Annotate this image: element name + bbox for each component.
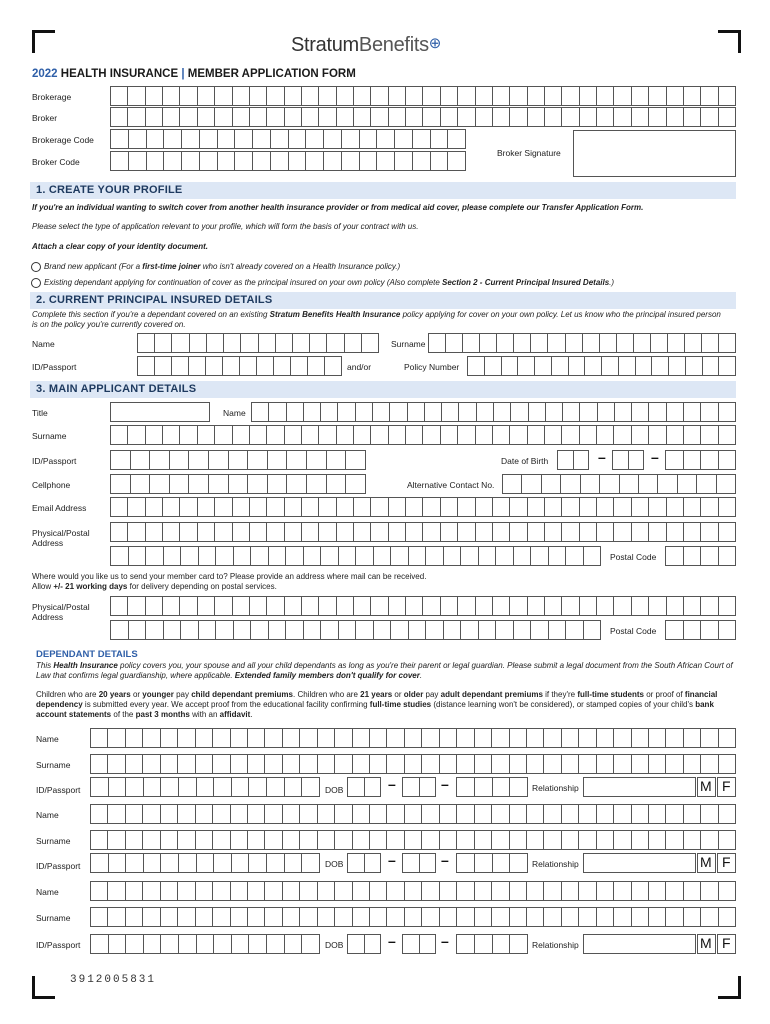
andor-label: and/or (347, 362, 372, 372)
broker-label: Broker (32, 113, 58, 123)
dep2-relationship-label: Relationship (532, 859, 579, 869)
dependants-age-rules: Children who are 20 years or younger pay child dependant premiums. Children who are 21 years or older pay adult dependant premiums if they're full-time students or proof of financial dependency is submitted every year. We accept proof from the educational facility confirming full-time studies (distance learning won't be considered), or stamped copies of your child's bank account statements of the past 3 months with an affidavit. (36, 690, 718, 719)
section-3-header: 3. MAIN APPLICANT DETAILS (30, 381, 736, 398)
attach-id-text: Attach a clear copy of your identity document. (32, 242, 209, 251)
dep1-dob-year[interactable] (456, 777, 528, 797)
dep1-name-label: Name (36, 734, 59, 744)
s3-address-line-2[interactable] (110, 546, 601, 566)
s3-name-label: Name (223, 408, 246, 418)
dep3-dob-year[interactable] (456, 934, 528, 954)
s3-card-postal-code-input[interactable] (665, 620, 736, 640)
brokerage-input[interactable] (110, 86, 736, 106)
dep3-id-input[interactable] (90, 934, 320, 954)
dob-dash: – (388, 933, 396, 949)
s2-id-input[interactable] (137, 356, 342, 376)
s2-name-label: Name (32, 339, 55, 349)
dependants-policy-note: This Health Insurance policy covers you, your spouse and all your child dependants as long as you're their parent or legal guardian. Please submit a legal document from the South African Court of Law that confirms legal guardianship, where applicable. Extended family members don't qualify for cover. (36, 661, 733, 680)
crop-mark-bottom-left (32, 976, 55, 999)
dep2-id-label: ID/Passport (36, 861, 81, 871)
dep3-name-label: Name (36, 887, 59, 897)
s2-name-input[interactable] (137, 333, 379, 353)
s3-dob-month[interactable] (612, 450, 644, 470)
dep1-f-label: F (722, 778, 731, 794)
dep2-name-input[interactable] (90, 804, 736, 824)
crop-mark-bottom-right (718, 976, 741, 999)
broker-code-input[interactable] (110, 151, 466, 171)
option-brand-new-label: Brand new applicant (For a first-time joiner who isn't already covered on a Health Insurance policy.) (44, 262, 401, 271)
brokerage-label: Brokerage (32, 92, 72, 102)
transfer-note: If you're an individual wanting to switch cover from another health insurance provider or from medical aid cover, please complete our Transfer Application Form. (32, 203, 644, 212)
dob-dash: – (651, 449, 659, 465)
dep3-name-input[interactable] (90, 881, 736, 901)
dep1-relationship-label: Relationship (532, 783, 579, 793)
crop-mark-top-right (718, 30, 741, 53)
dob-dash: – (388, 776, 396, 792)
dep3-relationship-input[interactable] (583, 934, 696, 954)
dep1-surname-input[interactable] (90, 754, 736, 774)
s3-dob-day[interactable] (557, 450, 589, 470)
s2-surname-label: Surname (391, 339, 426, 349)
dep2-id-input[interactable] (90, 853, 320, 873)
dep2-dob-day[interactable] (347, 853, 381, 873)
option-existing-dependant-label: Existing dependant applying for continuation of cover as the principal insured on your own policy (Also complete Section 2 - Current Principal Insured Details.) (44, 278, 615, 287)
dep2-dob-year[interactable] (456, 853, 528, 873)
dob-dash: – (598, 449, 606, 465)
dep1-dob-month[interactable] (402, 777, 436, 797)
dep2-dob-month[interactable] (402, 853, 436, 873)
crop-mark-top-left (32, 30, 55, 53)
dep1-relationship-input[interactable] (583, 777, 696, 797)
broker-signature-label: Broker Signature (497, 148, 561, 158)
dep2-dob-label: DOB (325, 859, 344, 869)
s3-address-line-1[interactable] (110, 522, 736, 542)
s3-dob-label: Date of Birth (501, 456, 549, 466)
dep2-f-label: F (722, 854, 731, 870)
brokerage-code-label: Brokerage Code (32, 135, 94, 145)
dob-dash: – (441, 852, 449, 868)
s3-postal-code-label: Postal Code (610, 552, 657, 562)
s3-surname-input[interactable] (110, 425, 736, 445)
dob-dash: – (388, 852, 396, 868)
s3-name-input[interactable] (251, 402, 736, 422)
dep3-dob-month[interactable] (402, 934, 436, 954)
dep1-id-input[interactable] (90, 777, 320, 797)
dep3-dob-label: DOB (325, 940, 344, 950)
dep2-surname-label: Surname (36, 836, 71, 846)
dep1-id-label: ID/Passport (36, 785, 81, 795)
dep2-name-label: Name (36, 810, 59, 820)
dep3-id-label: ID/Passport (36, 940, 81, 950)
dep2-relationship-input[interactable] (583, 853, 696, 873)
s3-title-label: Title (32, 408, 48, 418)
s2-policy-number-input[interactable] (467, 356, 736, 376)
dep3-dob-day[interactable] (347, 934, 381, 954)
section-2-header: 2. CURRENT PRINCIPAL INSURED DETAILS (30, 292, 736, 309)
s2-policy-number-label: Policy Number (404, 362, 460, 372)
dependants-title: DEPENDANT DETAILS (36, 649, 138, 660)
dep3-m-label: M (700, 935, 712, 951)
section-2-intro: Complete this section if you're a dependant covered on an existing Stratum Benefits Health Insurance policy applying for cover on your own policy. Let us know who the principal insured person is on the policy you're currently covered on. (32, 310, 721, 329)
section-1-header: 1. CREATE YOUR PROFILE (30, 182, 736, 199)
dob-dash: – (441, 776, 449, 792)
broker-input[interactable] (110, 107, 736, 127)
s3-alt-contact-input[interactable] (502, 474, 736, 494)
card-question-1: Where would you like us to send your member card to? Please provide an address where mail can be received. (32, 572, 427, 581)
dep3-surname-input[interactable] (90, 907, 736, 927)
s3-card-postal-code-label: Postal Code (610, 626, 657, 636)
s3-card-address-line-1[interactable] (110, 596, 736, 616)
s3-address-label: Physical/Postal Address (32, 528, 90, 548)
s2-surname-input[interactable] (428, 333, 736, 353)
s3-title-input[interactable] (110, 402, 210, 422)
s3-card-address-line-2[interactable] (110, 620, 601, 640)
s3-postal-code-input[interactable] (665, 546, 736, 566)
radio-brand-new[interactable] (31, 262, 41, 272)
dep1-surname-label: Surname (36, 760, 71, 770)
s3-dob-year[interactable] (665, 450, 736, 470)
plus-circle-icon: ⊕ (428, 35, 442, 52)
dep2-m-label: M (700, 854, 712, 870)
s3-surname-label: Surname (32, 431, 67, 441)
s3-email-input[interactable] (110, 497, 736, 517)
brokerage-code-input[interactable] (110, 129, 466, 149)
card-question-2: Allow +/- 21 working days for delivery depending on postal services. (32, 582, 277, 591)
dep3-relationship-label: Relationship (532, 940, 579, 950)
dep3-surname-label: Surname (36, 913, 71, 923)
dep1-name-input[interactable] (90, 728, 736, 748)
dep1-m-label: M (700, 778, 712, 794)
broker-code-label: Broker Code (32, 157, 80, 167)
s2-id-label: ID/Passport (32, 362, 77, 372)
s3-id-label: ID/Passport (32, 456, 77, 466)
s3-alt-contact-label: Alternative Contact No. (407, 480, 495, 490)
s3-id-input[interactable] (110, 450, 366, 470)
brand-logo: StratumBenefits⊕ (291, 34, 442, 56)
dep2-surname-input[interactable] (90, 830, 736, 850)
s3-email-label: Email Address (32, 503, 87, 513)
s3-card-address-label: Physical/Postal Address (32, 602, 90, 622)
dep1-dob-day[interactable] (347, 777, 381, 797)
select-type-text: Please select the type of application relevant to your profile, which will form the basis of your contract with us. (32, 222, 419, 231)
radio-existing-dependant[interactable] (31, 278, 41, 288)
dep1-dob-label: DOB (325, 785, 344, 795)
s3-cellphone-label: Cellphone (32, 480, 71, 490)
broker-signature-box[interactable] (573, 130, 736, 177)
dep3-f-label: F (722, 935, 731, 951)
dob-dash: – (441, 933, 449, 949)
s3-cellphone-input[interactable] (110, 474, 366, 494)
barcode-number: 3912005831 (70, 974, 157, 986)
form-title: 2022 HEALTH INSURANCE | MEMBER APPLICATION FORM (32, 68, 356, 80)
